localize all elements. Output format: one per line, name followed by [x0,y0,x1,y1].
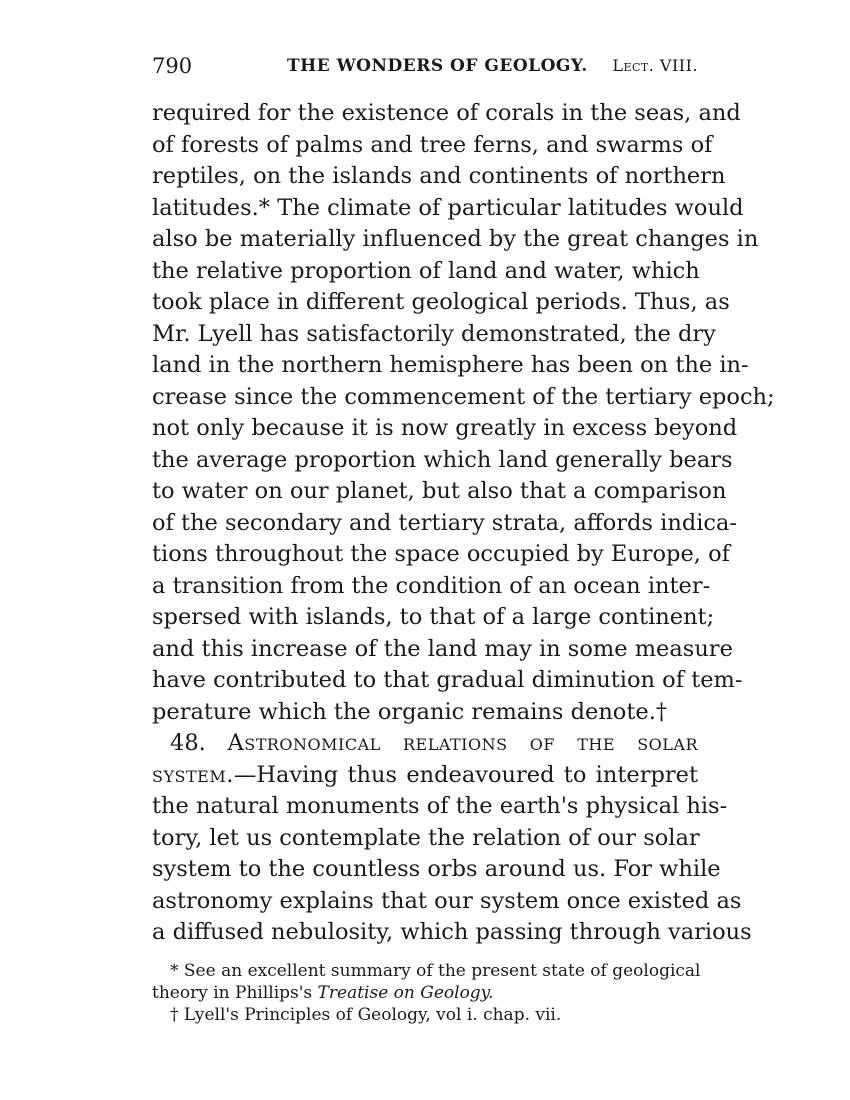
text-line: a diffused nebulosity, which passing through various [152,919,752,945]
text-line: perature which the organic remains denote.† [152,698,668,725]
text-line: of the secondary and tertiary strata, affords indica- [152,509,738,536]
text-line: tory, let us contemplate the relation of our solar [152,824,700,851]
text-line: not only because it is now greatly in excess beyond [152,415,738,441]
text-line: and this increase of the land may in some measure [152,635,733,662]
text-line: the relative proportion of land and water, which [152,257,700,284]
text-line: to water on our planet, but also that a comparison [152,478,727,504]
text-line: tions throughout the space occupied by Europe, of [152,541,730,567]
text-line: reptiles, on the islands and continents of northern [152,163,726,189]
text-line: have contributed to that gradual diminution of tem- [152,667,743,693]
text-line: Mr. Lyell has satisfactorily demonstrated, the dry [152,320,716,347]
text-line: took place in different geological periods. Thus, as [152,289,730,315]
footnotes [152,960,701,1026]
text-line: also be materially influenced by the great changes in [152,226,759,252]
section-number: 48. [170,730,206,756]
running-title: THE WONDERS OF GEOLOGY. [287,56,588,76]
text-line: astronomy explains that our system once existed as [152,887,742,914]
footnote-1: * See an excellent summary of the present state of geological [170,961,701,981]
text-line: the natural monuments of the earth's physical his- [152,793,728,819]
text-line: a transition from the condition of an ocean inter- [152,572,711,599]
lecture-label: Lect. VIII. [612,56,698,75]
section-heading-line-2 [152,760,698,792]
footnote-1-cont [152,982,698,1004]
text-line: land in the northern hemisphere has been on the in- [152,352,749,378]
text-line: the average proportion which land generally bears [152,446,733,473]
text-line: system to the countless orbs around us. For while [152,856,721,882]
footnote-1-text: theory in Phillips's [152,983,318,1003]
section-heading-cont: system. [152,761,234,788]
page-number: 790 [152,54,193,78]
footnote-1-title: Treatise on Geology. [317,983,494,1003]
body-text [152,98,775,949]
section-heading: Astronomical relations of the solar [227,730,699,756]
section-heading-line [152,728,698,760]
text-line: required for the existence of corals in the seas, and [152,100,741,126]
section-text-start: —Having thus endeavoured to interpret [233,761,698,788]
text-line: spersed with islands, to that of a large continent; [152,604,715,630]
footnote-2: † Lyell's Principles of Geology, vol i. chap. vii. [170,1005,562,1025]
text-line: latitudes.* The climate of particular latitudes would [152,194,744,221]
text-line: of forests of palms and tree ferns, and swarms of [152,131,713,158]
running-header [152,54,698,84]
text-line: crease since the commencement of the tertiary epoch; [152,383,775,410]
